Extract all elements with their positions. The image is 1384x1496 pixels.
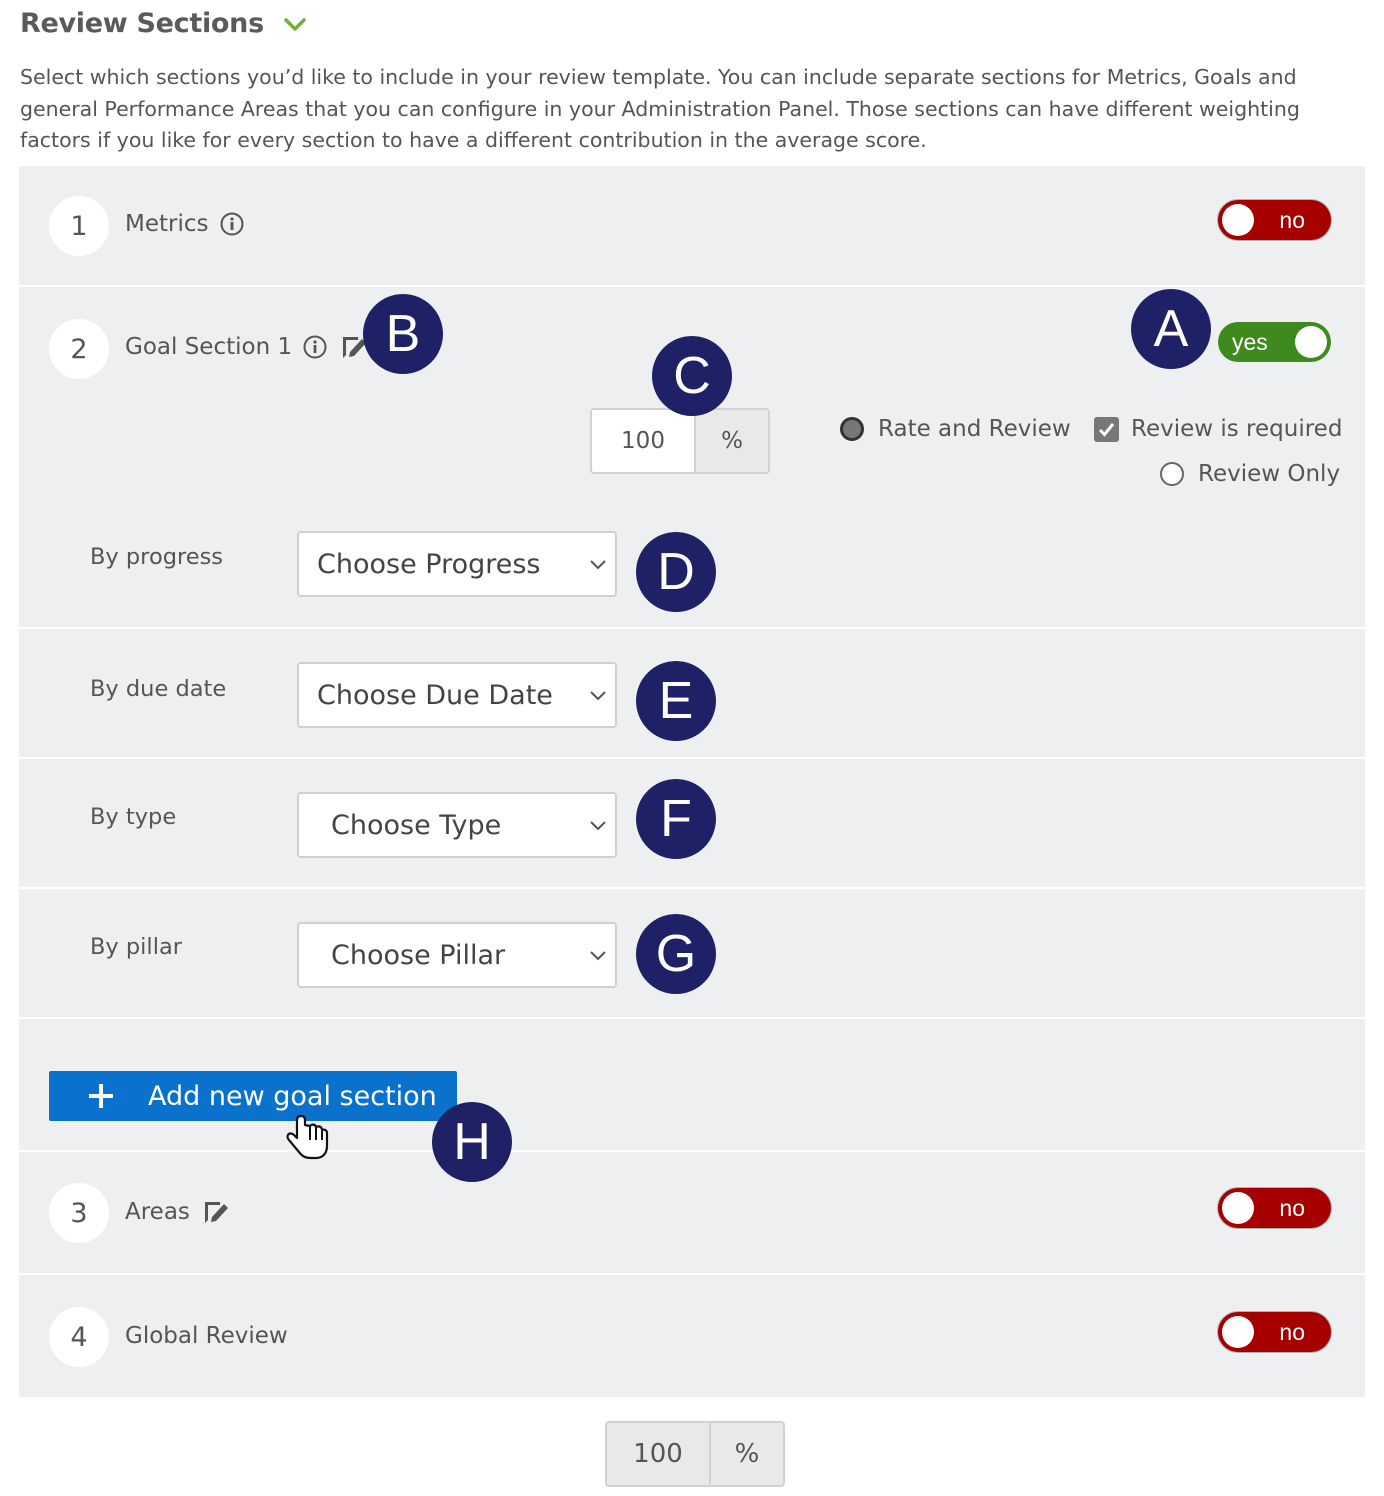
annotation-marker-a: A: [1131, 289, 1211, 369]
annotation-marker-e: E: [636, 661, 716, 741]
metrics-toggle[interactable]: [1218, 200, 1331, 240]
toggle-label: no: [1279, 1319, 1305, 1345]
section-number: 4: [49, 1307, 109, 1367]
rate-and-review-label: Rate and Review: [878, 416, 1071, 442]
rate-and-review-radio[interactable]: [840, 417, 864, 441]
global-review-toggle[interactable]: [1218, 1312, 1331, 1352]
annotation-marker-f: F: [636, 779, 716, 859]
section-title-label: Global Review: [125, 1323, 288, 1349]
areas-toggle[interactable]: [1218, 1188, 1331, 1228]
annotation-marker-g: G: [636, 914, 716, 994]
section-title-label: Areas: [125, 1199, 190, 1225]
section-title-label: Goal Section 1: [125, 334, 293, 360]
section-title: [125, 1198, 230, 1226]
info-icon[interactable]: [219, 211, 245, 237]
section-description: Select which sections you’d like to include in your review template. You can include separate sections for Metrics, Goals and general Performance Areas that you can configure in your Administration Panel. Those sections can have different weighting factors if you like for every section to have a different contribution in the average score.: [20, 65, 1300, 152]
add-goal-section-label: Add new goal section: [148, 1080, 437, 1112]
filter-label-type: By type: [90, 804, 177, 830]
chevron-down-icon: [589, 557, 607, 571]
goal-weight-field[interactable]: [590, 408, 770, 474]
chevron-down-icon: [589, 948, 607, 962]
section-title: [125, 333, 368, 361]
checkmark-icon: [1097, 420, 1116, 439]
toggle-knob: [1222, 1316, 1254, 1348]
due-date-select-value: Choose Due Date: [317, 679, 553, 711]
section-number: 2: [49, 319, 109, 379]
plus-icon: [87, 1082, 115, 1110]
review-required-option[interactable]: [1094, 416, 1342, 442]
goal-weight-input[interactable]: 100: [592, 410, 696, 472]
info-icon[interactable]: [302, 334, 328, 360]
section-title: [125, 211, 245, 237]
total-weight-unit: %: [734, 1439, 760, 1469]
rate-and-review-option[interactable]: [840, 416, 1071, 442]
section-title-label: Metrics: [125, 211, 209, 237]
filter-label-due-date: By due date: [90, 676, 227, 702]
section-title: [125, 1323, 288, 1349]
review-only-option[interactable]: [1160, 461, 1340, 487]
toggle-knob: [1295, 326, 1327, 358]
annotation-marker-c: C: [652, 336, 732, 416]
progress-select[interactable]: [297, 531, 617, 597]
page-title: Review Sections: [20, 8, 264, 39]
add-goal-section-button[interactable]: [49, 1071, 457, 1121]
chevron-down-icon[interactable]: [282, 11, 308, 37]
total-weight-value: 100: [607, 1423, 711, 1485]
toggle-knob: [1222, 204, 1254, 236]
annotation-marker-b: B: [363, 294, 443, 374]
chevron-down-icon: [589, 688, 607, 702]
edit-icon[interactable]: [202, 1198, 230, 1226]
due-date-select[interactable]: [297, 662, 617, 728]
section-number: 1: [49, 196, 109, 256]
type-select[interactable]: [297, 792, 617, 858]
section-row-metrics: [19, 166, 1365, 287]
pillar-select[interactable]: [297, 922, 617, 988]
toggle-knob: [1222, 1192, 1254, 1224]
toggle-label: no: [1279, 1195, 1305, 1221]
filter-label-progress: By progress: [90, 544, 224, 570]
goal-weight-unit: %: [696, 410, 768, 472]
section-number: 3: [49, 1183, 109, 1243]
type-select-value: Choose Type: [331, 809, 502, 841]
review-required-checkbox[interactable]: [1094, 417, 1119, 442]
goal-section-toggle[interactable]: [1218, 322, 1331, 362]
section-header[interactable]: [20, 8, 308, 39]
section-row-global-review: [19, 1275, 1365, 1397]
annotation-marker-d: D: [636, 532, 716, 612]
toggle-label: no: [1279, 207, 1305, 233]
review-only-label: Review Only: [1198, 461, 1341, 487]
filter-label-pillar: By pillar: [90, 934, 182, 960]
review-only-radio[interactable]: [1160, 462, 1184, 486]
section-row-areas: [19, 1152, 1365, 1275]
annotation-marker-h: H: [432, 1102, 512, 1182]
toggle-label: yes: [1232, 329, 1268, 355]
chevron-down-icon: [589, 818, 607, 832]
review-required-label: Review is required: [1131, 416, 1343, 442]
total-weight-field: [605, 1421, 785, 1487]
pillar-select-value: Choose Pillar: [331, 939, 506, 971]
progress-select-value: Choose Progress: [317, 548, 541, 580]
